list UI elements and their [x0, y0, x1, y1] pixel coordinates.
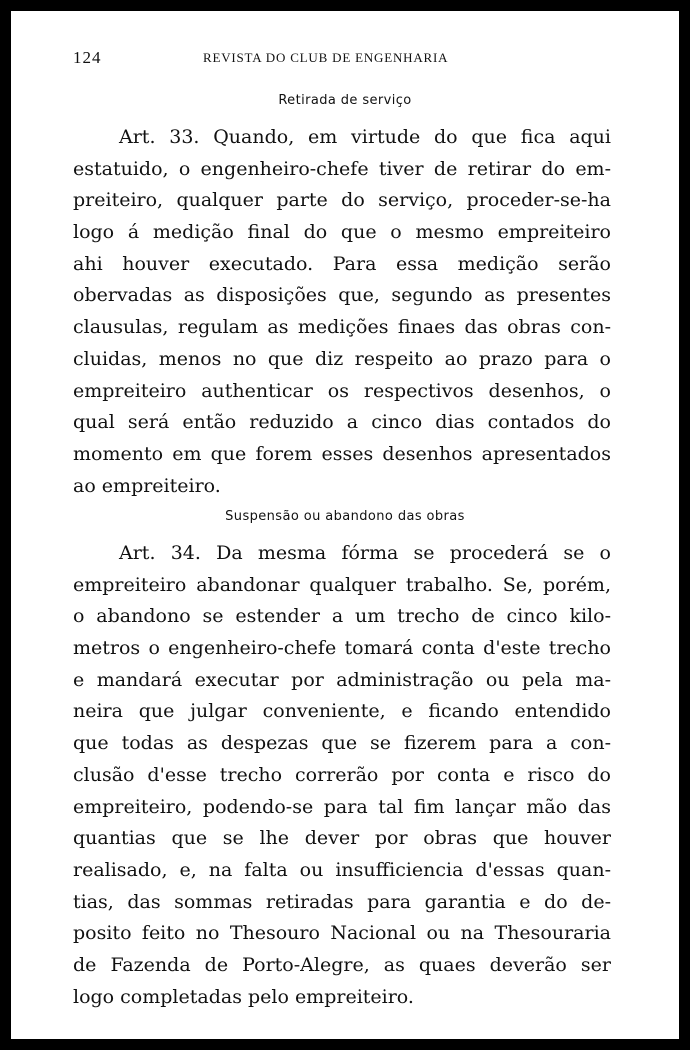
text-line: quantias que se lhe dever por obras que houver [73, 827, 611, 850]
text-line: Art. 33. Quando, em virtude do que fica aqui [119, 126, 611, 148]
text-line: Art. 34. Da mesma fórma se procederá se o [119, 542, 611, 564]
text-line: e mandará executar por administração ou pela ma- [73, 668, 611, 691]
text-line: clusão d'esse trecho correrão por conta e risco do [73, 763, 611, 786]
text-line: ahi houver executado. Para essa medição serão [73, 252, 611, 275]
page-number: 124 [73, 48, 102, 67]
page-header [73, 48, 623, 68]
text-line: momento em que forem esses desenhos apresentados [73, 442, 611, 465]
text-line: ao empreiteiro. [73, 474, 221, 497]
text-line: realisado, e, na falta ou insufficiencia d'essas quan- [73, 858, 611, 881]
text-line: estatuido, o engenheiro-chefe tiver de retirar do em- [73, 157, 611, 180]
text-line: clausulas, regulam as medições finaes das obras con- [73, 316, 611, 339]
text-line: posito feito no Thesouro Nacional ou na Thesouraria [73, 922, 611, 945]
section-heading-retirada: Retirada de serviço [278, 93, 412, 108]
article-34 [73, 538, 611, 1013]
text-line: logo á medição final do que o mesmo empreiteiro [73, 221, 611, 244]
running-title: REVISTA DO CLUB DE ENGENHARIA [203, 50, 449, 65]
text-line: logo completadas pelo empreiteiro. [73, 985, 414, 1008]
article-33 [73, 122, 611, 502]
section-heading-suspensao: Suspensão ou abandono das obras [225, 509, 465, 524]
text-line: cluidas, menos no que diz respeito ao prazo para o [73, 347, 611, 370]
text-line: que todas as despezas que se fizerem para a con- [73, 732, 611, 755]
text-line: metros o engenheiro-chefe tomará conta d'este trecho [73, 637, 611, 660]
text-line: obervadas as disposições que, segundo as presentes [73, 284, 611, 307]
text-line: qual será então reduzido a cinco dias contados do [73, 411, 611, 434]
text-line: de Fazenda de Porto-Alegre, as quaes deverão ser [73, 953, 611, 976]
text-line: empreiteiro authenticar os respectivos desenhos, o [73, 379, 611, 402]
text-line: preiteiro, qualquer parte do serviço, proceder-se-ha [73, 189, 611, 212]
text-line: tias, das sommas retiradas para garantia e do de- [73, 890, 611, 913]
text-line: empreiteiro, podendo-se para tal fim lançar mão das [73, 795, 611, 818]
text-line: neira que julgar conveniente, e ficando entendido [73, 700, 611, 723]
text-line: o abandono se estender a um trecho de cinco kilo- [73, 605, 611, 628]
text-line: empreiteiro abandonar qualquer trabalho. Se, porém, [73, 573, 611, 596]
book-page [11, 11, 679, 1039]
